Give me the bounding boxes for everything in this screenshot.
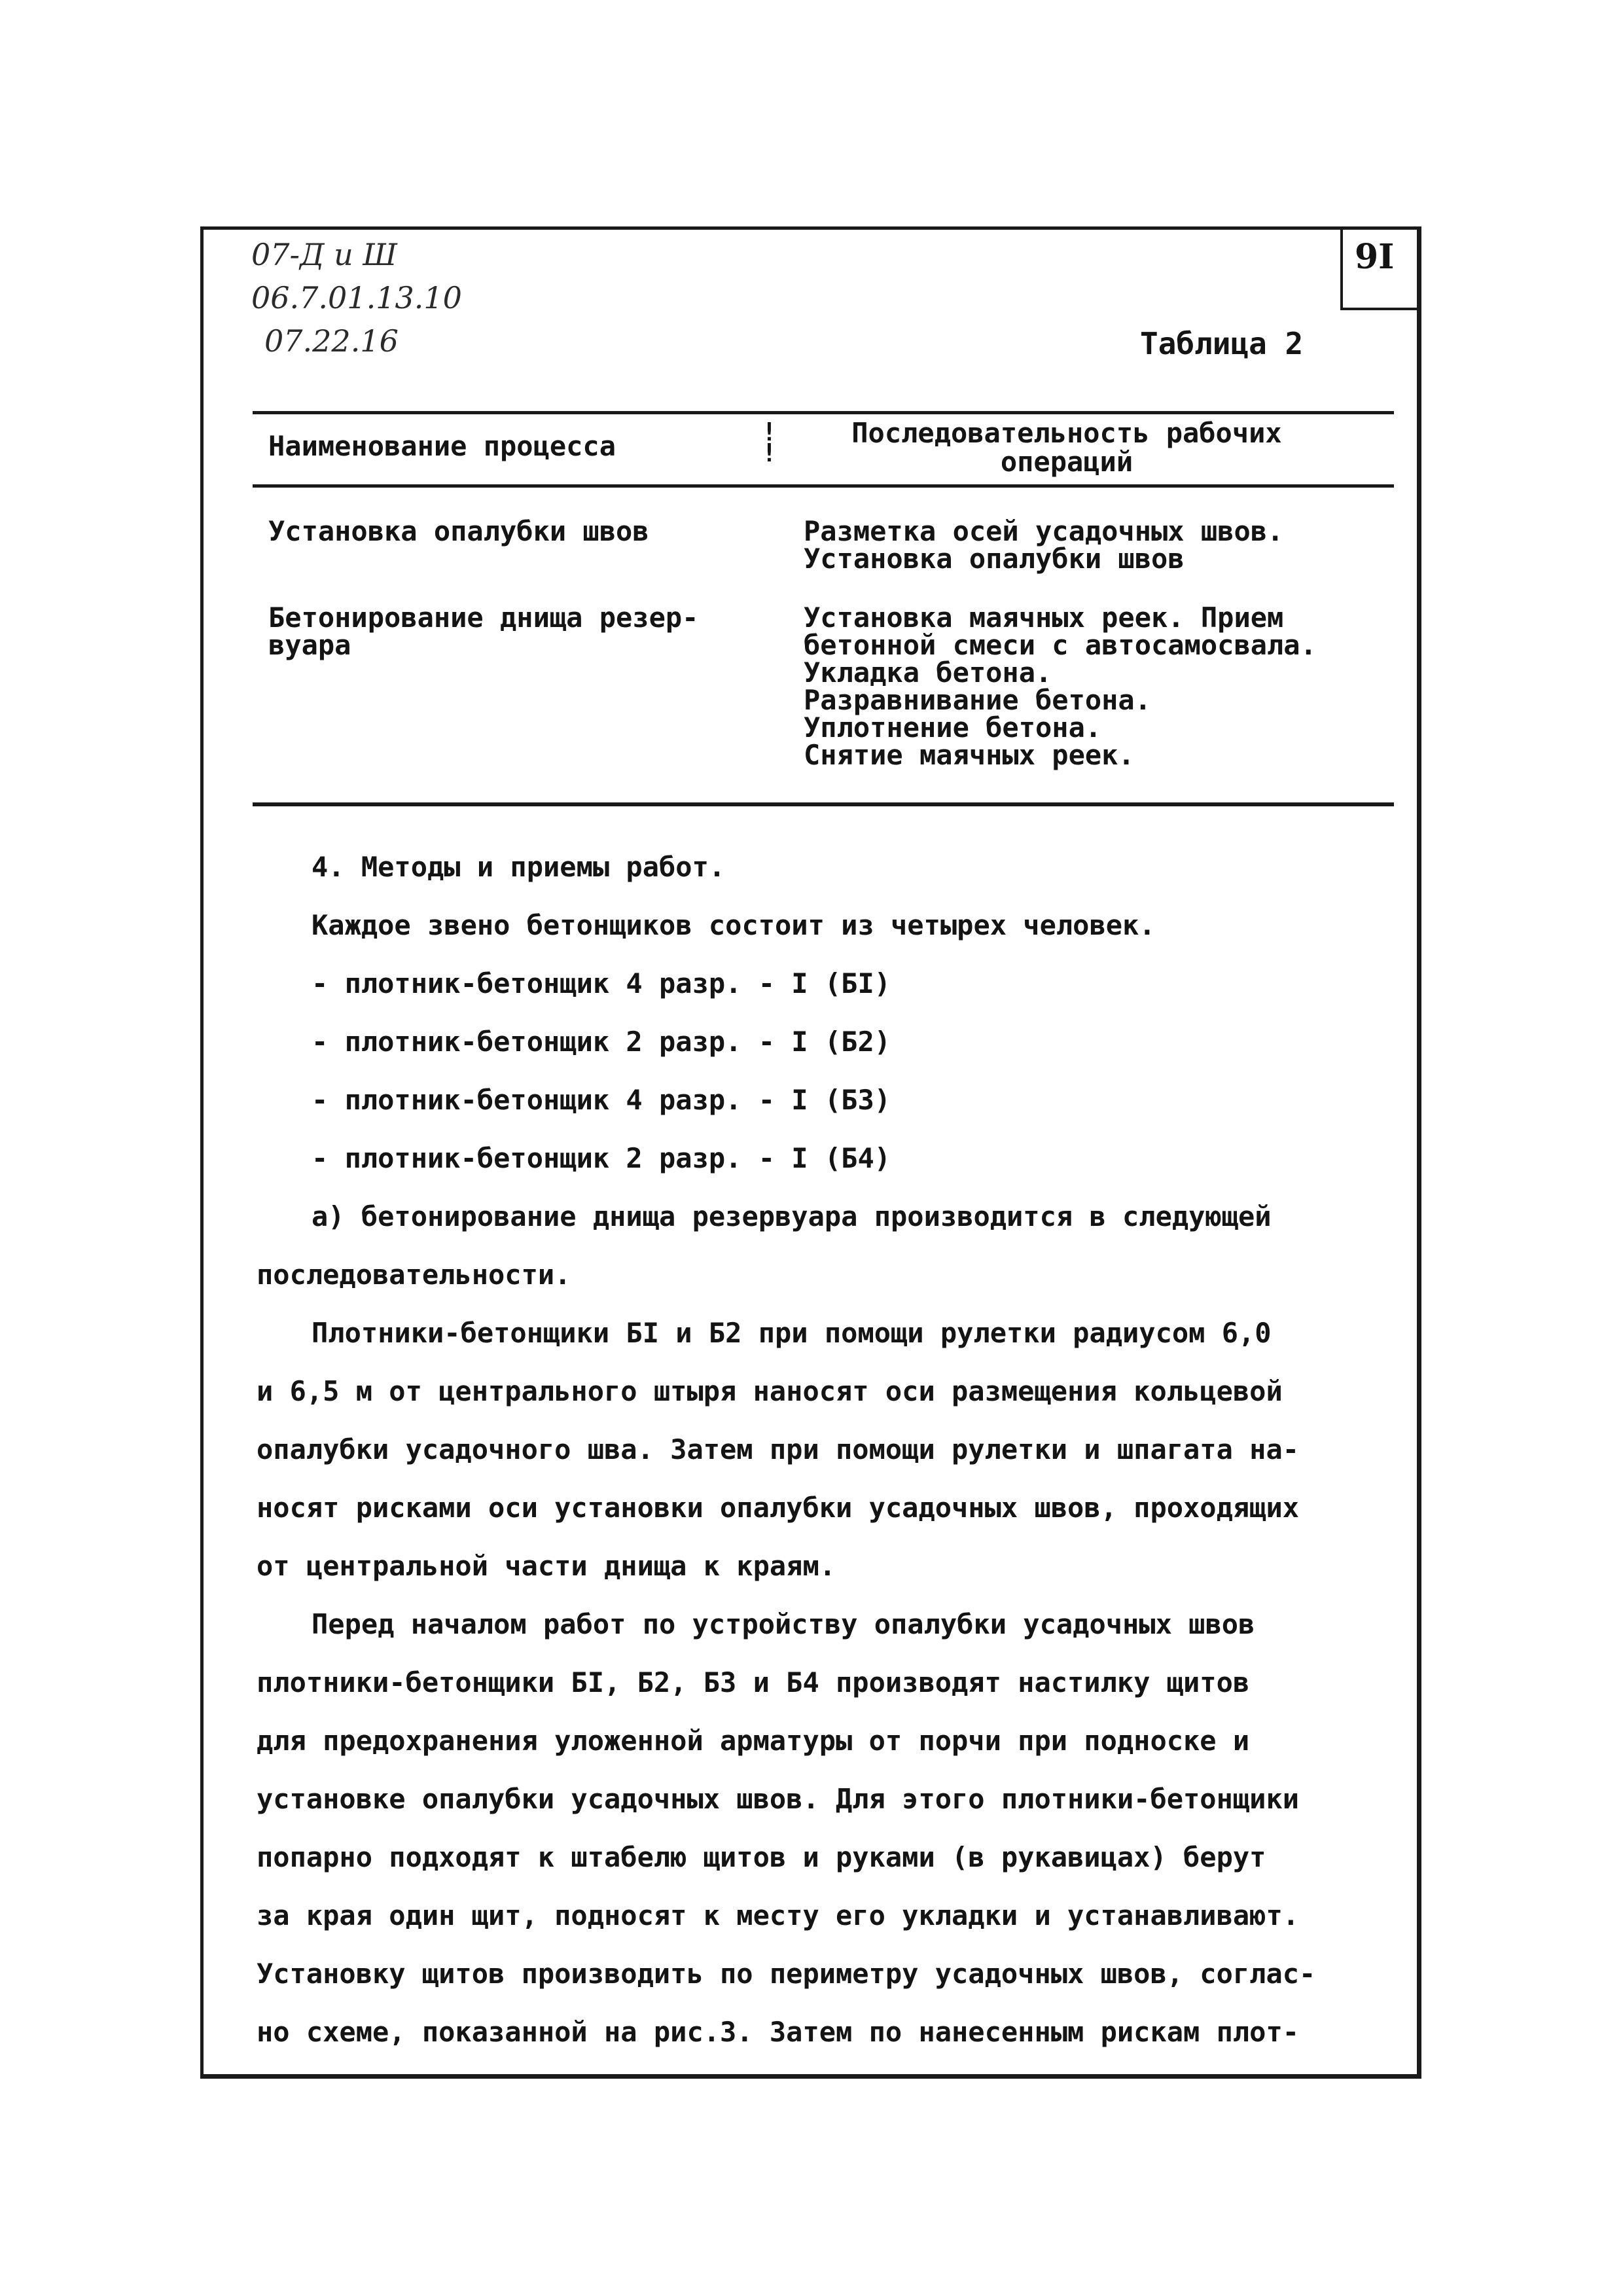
table-title: Таблица 2 <box>1140 326 1304 361</box>
paragraph-2-line: и 6,5 м от центрального штыря наносят оси размещения кольцевой <box>257 1375 1283 1407</box>
paragraph-2-line: от центральной части днища к краям. <box>257 1550 836 1582</box>
paragraph-2-line: Плотники-бетонщики БI и Б2 при помощи рулетки радиусом 6,0 <box>312 1317 1272 1349</box>
row2-operation-5: Уплотнение бетона. <box>804 711 1102 744</box>
crew-item: - плотник-бетонщик 2 разр. - I (Б2) <box>312 1026 891 1058</box>
header-process: Наименование процесса <box>268 430 616 462</box>
row2-operation-2: бетонной смеси с автосамосвала. <box>804 629 1317 661</box>
row2-operation-4: Разравнивание бетона. <box>804 684 1152 716</box>
table-header-rule <box>253 484 1394 488</box>
crew-item: - плотник-бетонщик 2 разр. - I (Б4) <box>312 1142 891 1174</box>
paragraph-3-line: для предохранения уложенной арматуры от порчи при подноске и <box>257 1725 1250 1757</box>
paragraph-3-line: Перед началом работ по устройству опалубки усадочных швов <box>312 1608 1255 1640</box>
row1-process: Установка опалубки швов <box>268 515 649 547</box>
paragraph-3-line: Установку щитов производить по периметру усадочных швов, соглас- <box>257 1958 1316 1990</box>
row2-process-2: вуара <box>268 629 351 661</box>
table-bottom-rule <box>253 802 1394 806</box>
row2-operation-3: Укладка бетона. <box>804 656 1052 689</box>
row2-operation-6: Снятие маячных реек. <box>804 739 1135 771</box>
paragraph-3-line: попарно подходят к штабелю щитов и руками (в рукавицах) берут <box>257 1841 1266 1873</box>
row1-operation-2: Установка опалубки швов <box>804 543 1185 575</box>
header-separator: ! ! <box>762 418 777 467</box>
crew-item: - плотник-бетонщик 4 разр. - I (Б3) <box>312 1084 891 1116</box>
page-number: 9I <box>1355 237 1395 277</box>
paragraph-a-line: последовательности. <box>257 1259 571 1291</box>
paragraph-3-line: плотники-бетонщики БI, Б2, Б3 и Б4 производят настилку щитов <box>257 1666 1250 1698</box>
paragraph-2-line: опалубки усадочного шва. Затем при помощи рулетки и шпагата на- <box>257 1433 1300 1465</box>
row2-operation-1: Установка маячных реек. Прием <box>804 601 1284 634</box>
row2-process-1: Бетонирование днища резер- <box>268 601 699 634</box>
paragraph-3-line: но схеме, показанной на рис.3. Затем по нанесенным рискам плот- <box>257 2016 1300 2048</box>
table-top-rule <box>253 411 1394 414</box>
crew-intro: Каждое звено бетонщиков состоит из четырех человек. <box>312 909 1156 941</box>
handwritten-code-3: 07.22.16 <box>264 323 399 359</box>
crew-item: - плотник-бетонщик 4 разр. - I (БI) <box>312 967 891 999</box>
paragraph-a-line: а) бетонирование днища резервуара производится в следующей <box>312 1200 1272 1232</box>
section-heading: 4. Методы и приемы работ. <box>312 851 726 883</box>
row1-operation-1: Разметка осей усадочных швов. <box>804 515 1284 547</box>
paragraph-3-line: за края один щит, подносят к месту его укладки и устанавливают. <box>257 1899 1300 1931</box>
body-text <box>257 838 1395 2061</box>
handwritten-code-2: 06.7.01.13.10 <box>251 280 462 315</box>
header-operations: Последовательность рабочих операций <box>851 417 1282 478</box>
handwritten-code-1: 07-Д и Ш <box>251 237 397 272</box>
paragraph-3-line: установке опалубки усадочных швов. Для этого плотники-бетонщики <box>257 1783 1300 1815</box>
paragraph-2-line: носят рисками оси установки опалубки усадочных швов, проходящих <box>257 1492 1300 1524</box>
